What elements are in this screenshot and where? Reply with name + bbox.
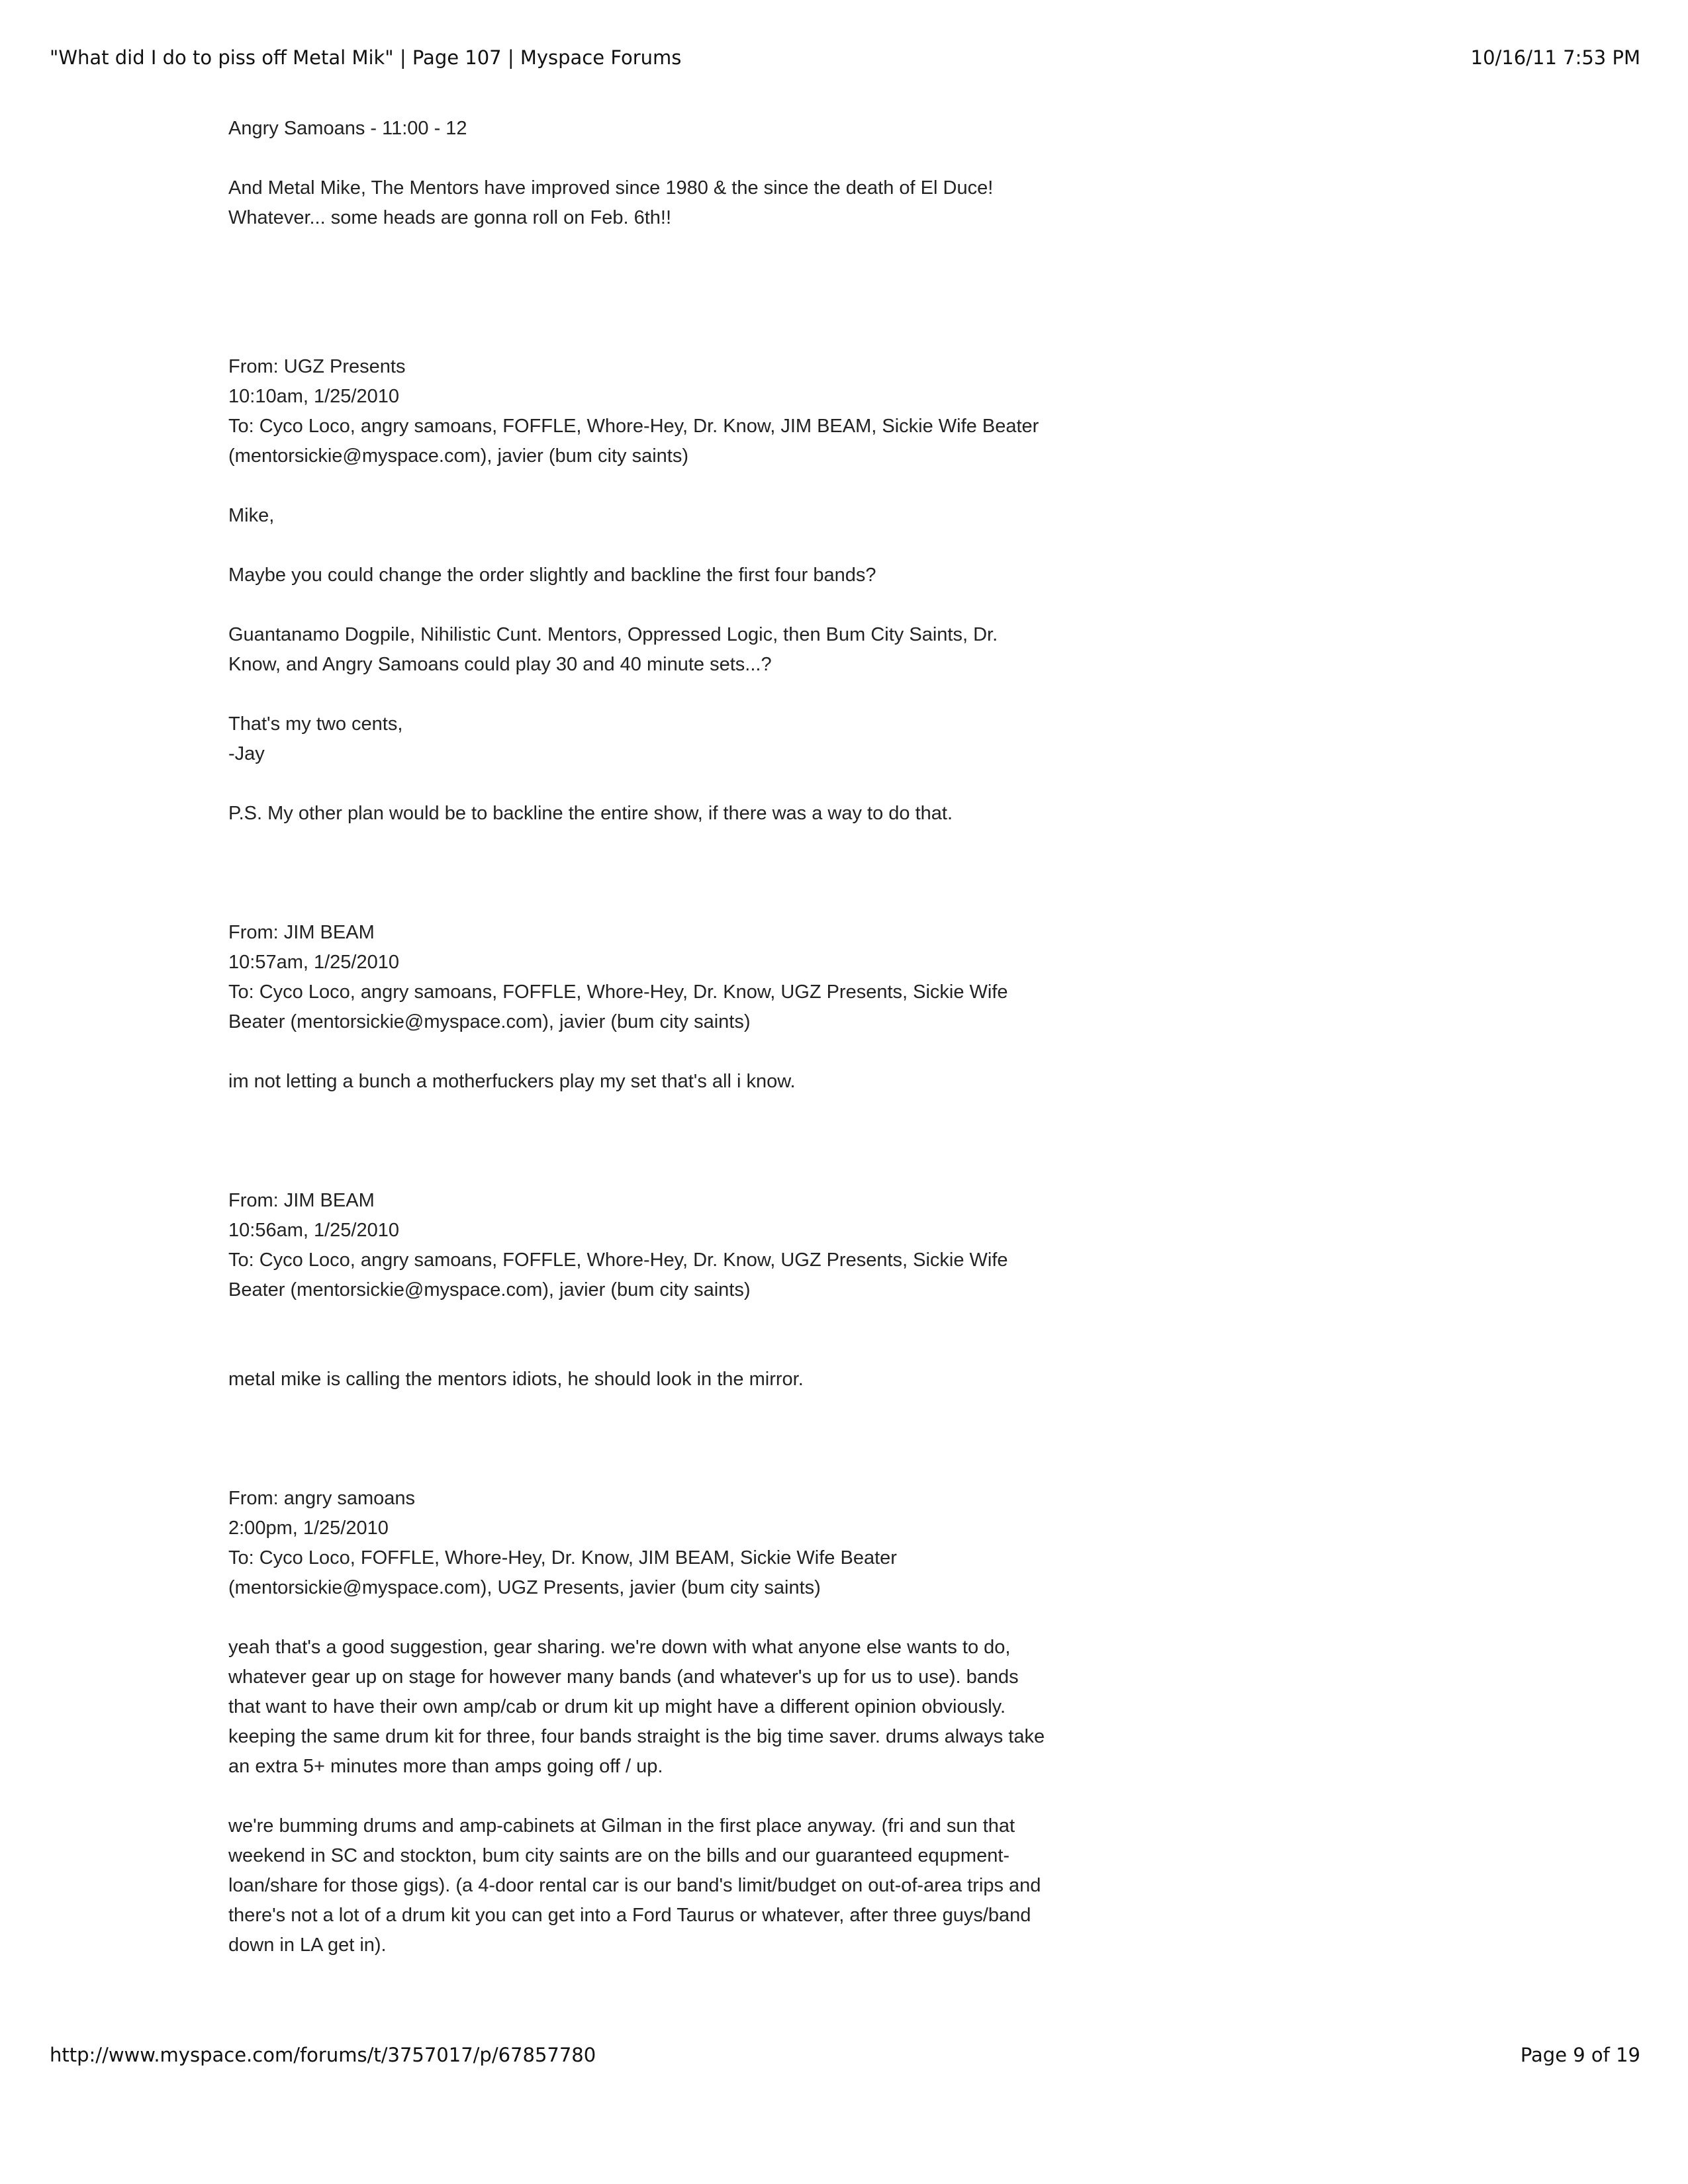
message-body	[228, 1811, 1089, 1960]
message-angry-samoans	[228, 1484, 1089, 1960]
message-greeting	[228, 501, 1089, 531]
spacer	[228, 1126, 1089, 1186]
print-datetime: 10/16/11 7:53 PM	[1470, 46, 1640, 69]
message-jim-beam-1	[228, 918, 1089, 1097]
message-body	[228, 1365, 1089, 1394]
message-header	[228, 352, 1089, 471]
greeting-line: Mike,	[228, 505, 275, 526]
ps-line: P.S. My other plan would be to backline the entire show, if there was a way to do that.	[228, 803, 953, 824]
message-to: Beater (mentorsickie@myspace.com), javier (bum city saints)	[228, 1011, 751, 1032]
message-to: Beater (mentorsickie@myspace.com), javier (bum city saints)	[228, 1279, 751, 1300]
body-line: Maybe you could change the order slightly and backline the first four bands?	[228, 565, 876, 586]
page-number: Page 9 of 19	[1520, 2044, 1640, 2066]
body-line: an extra 5+ minutes more than amps going off / up.	[228, 1756, 663, 1777]
message-header	[228, 918, 1089, 1037]
body-line: Guantanamo Dogpile, Nihilistic Cunt. Mentors, Oppressed Logic, then Bum City Saints, Dr.	[228, 624, 998, 645]
message-from: From: JIM BEAM	[228, 922, 375, 943]
message-from: From: JIM BEAM	[228, 1190, 375, 1211]
spacer	[228, 263, 1089, 352]
forum-post-content	[228, 114, 1089, 1990]
message-to: To: Cyco Loco, angry samoans, FOFFLE, Whore-Hey, Dr. Know, UGZ Presents, Sickie Wife	[228, 981, 1008, 1003]
body-line: im not letting a bunch a motherfuckers play my set that's all i know.	[228, 1071, 796, 1092]
message-time: 10:57am, 1/25/2010	[228, 952, 399, 973]
body-line: weekend in SC and stockton, bum city saints are on the bills and our guaranteed equpment-	[228, 1845, 1010, 1866]
message-from: From: UGZ Presents	[228, 356, 406, 377]
body-line: keeping the same drum kit for three, four bands straight is the big time saver. drums always take	[228, 1726, 1045, 1747]
message-body	[228, 620, 1089, 680]
body-line: that want to have their own amp/cab or drum kit up might have a different opinion obviously.	[228, 1696, 1006, 1717]
message-signature	[228, 709, 1089, 769]
body-line: metal mike is calling the mentors idiots, he should look in the mirror.	[228, 1369, 804, 1390]
intro-closing	[228, 173, 1089, 233]
signature-line: -Jay	[228, 743, 265, 764]
body-line: loan/share for those gigs). (a 4-door rental car is our band's limit/budget on out-of-area trips and	[228, 1875, 1041, 1896]
message-from: From: angry samoans	[228, 1488, 416, 1509]
spacer	[228, 858, 1089, 918]
message-body	[228, 561, 1089, 590]
closing-line: Whatever... some heads are gonna roll on Feb. 6th!!	[228, 207, 671, 228]
body-line: there's not a lot of a drum kit you can get into a Ford Taurus or whatever, after three guys/band	[228, 1905, 1031, 1926]
signature-line: That's my two cents,	[228, 713, 403, 735]
body-line: yeah that's a good suggestion, gear sharing. we're down with what anyone else wants to do,	[228, 1637, 1011, 1658]
message-ugz-presents	[228, 352, 1089, 829]
closing-line: And Metal Mike, The Mentors have improved since 1980 & the since the death of El Duce!	[228, 177, 994, 199]
body-line: Know, and Angry Samoans could play 30 and 40 minute sets...?	[228, 654, 772, 675]
page-url: http://www.myspace.com/forums/t/3757017/p/67857780	[50, 2044, 596, 2066]
message-time: 2:00pm, 1/25/2010	[228, 1518, 389, 1539]
message-body	[228, 1633, 1089, 1782]
message-body	[228, 1067, 1089, 1097]
message-to: (mentorsickie@myspace.com), UGZ Presents, javier (bum city saints)	[228, 1577, 821, 1598]
message-header	[228, 1186, 1089, 1305]
message-header	[228, 1484, 1089, 1603]
message-jim-beam-2	[228, 1186, 1089, 1394]
message-time: 10:10am, 1/25/2010	[228, 386, 399, 407]
body-line: whatever gear up on stage for however many bands (and whatever's up for us to use). bands	[228, 1666, 1019, 1688]
body-line: we're bumming drums and amp-cabinets at Gilman in the first place anyway. (fri and sun that	[228, 1815, 1015, 1837]
message-to: To: Cyco Loco, angry samoans, FOFFLE, Whore-Hey, Dr. Know, JIM BEAM, Sickie Wife Beater	[228, 416, 1039, 437]
message-to: To: Cyco Loco, FOFFLE, Whore-Hey, Dr. Know, JIM BEAM, Sickie Wife Beater	[228, 1547, 897, 1569]
lineup-tail	[228, 114, 1089, 144]
spacer	[228, 1424, 1089, 1484]
message-to: To: Cyco Loco, angry samoans, FOFFLE, Whore-Hey, Dr. Know, UGZ Presents, Sickie Wife	[228, 1250, 1008, 1271]
body-line: down in LA get in).	[228, 1934, 387, 1956]
message-time: 10:56am, 1/25/2010	[228, 1220, 399, 1241]
page-title: "What did I do to piss off Metal Mik" | Page 107 | Myspace Forums	[50, 46, 682, 69]
message-to: (mentorsickie@myspace.com), javier (bum city saints)	[228, 445, 688, 467]
message-ps	[228, 799, 1089, 829]
lineup-line: Angry Samoans - 11:00 - 12	[228, 118, 467, 139]
